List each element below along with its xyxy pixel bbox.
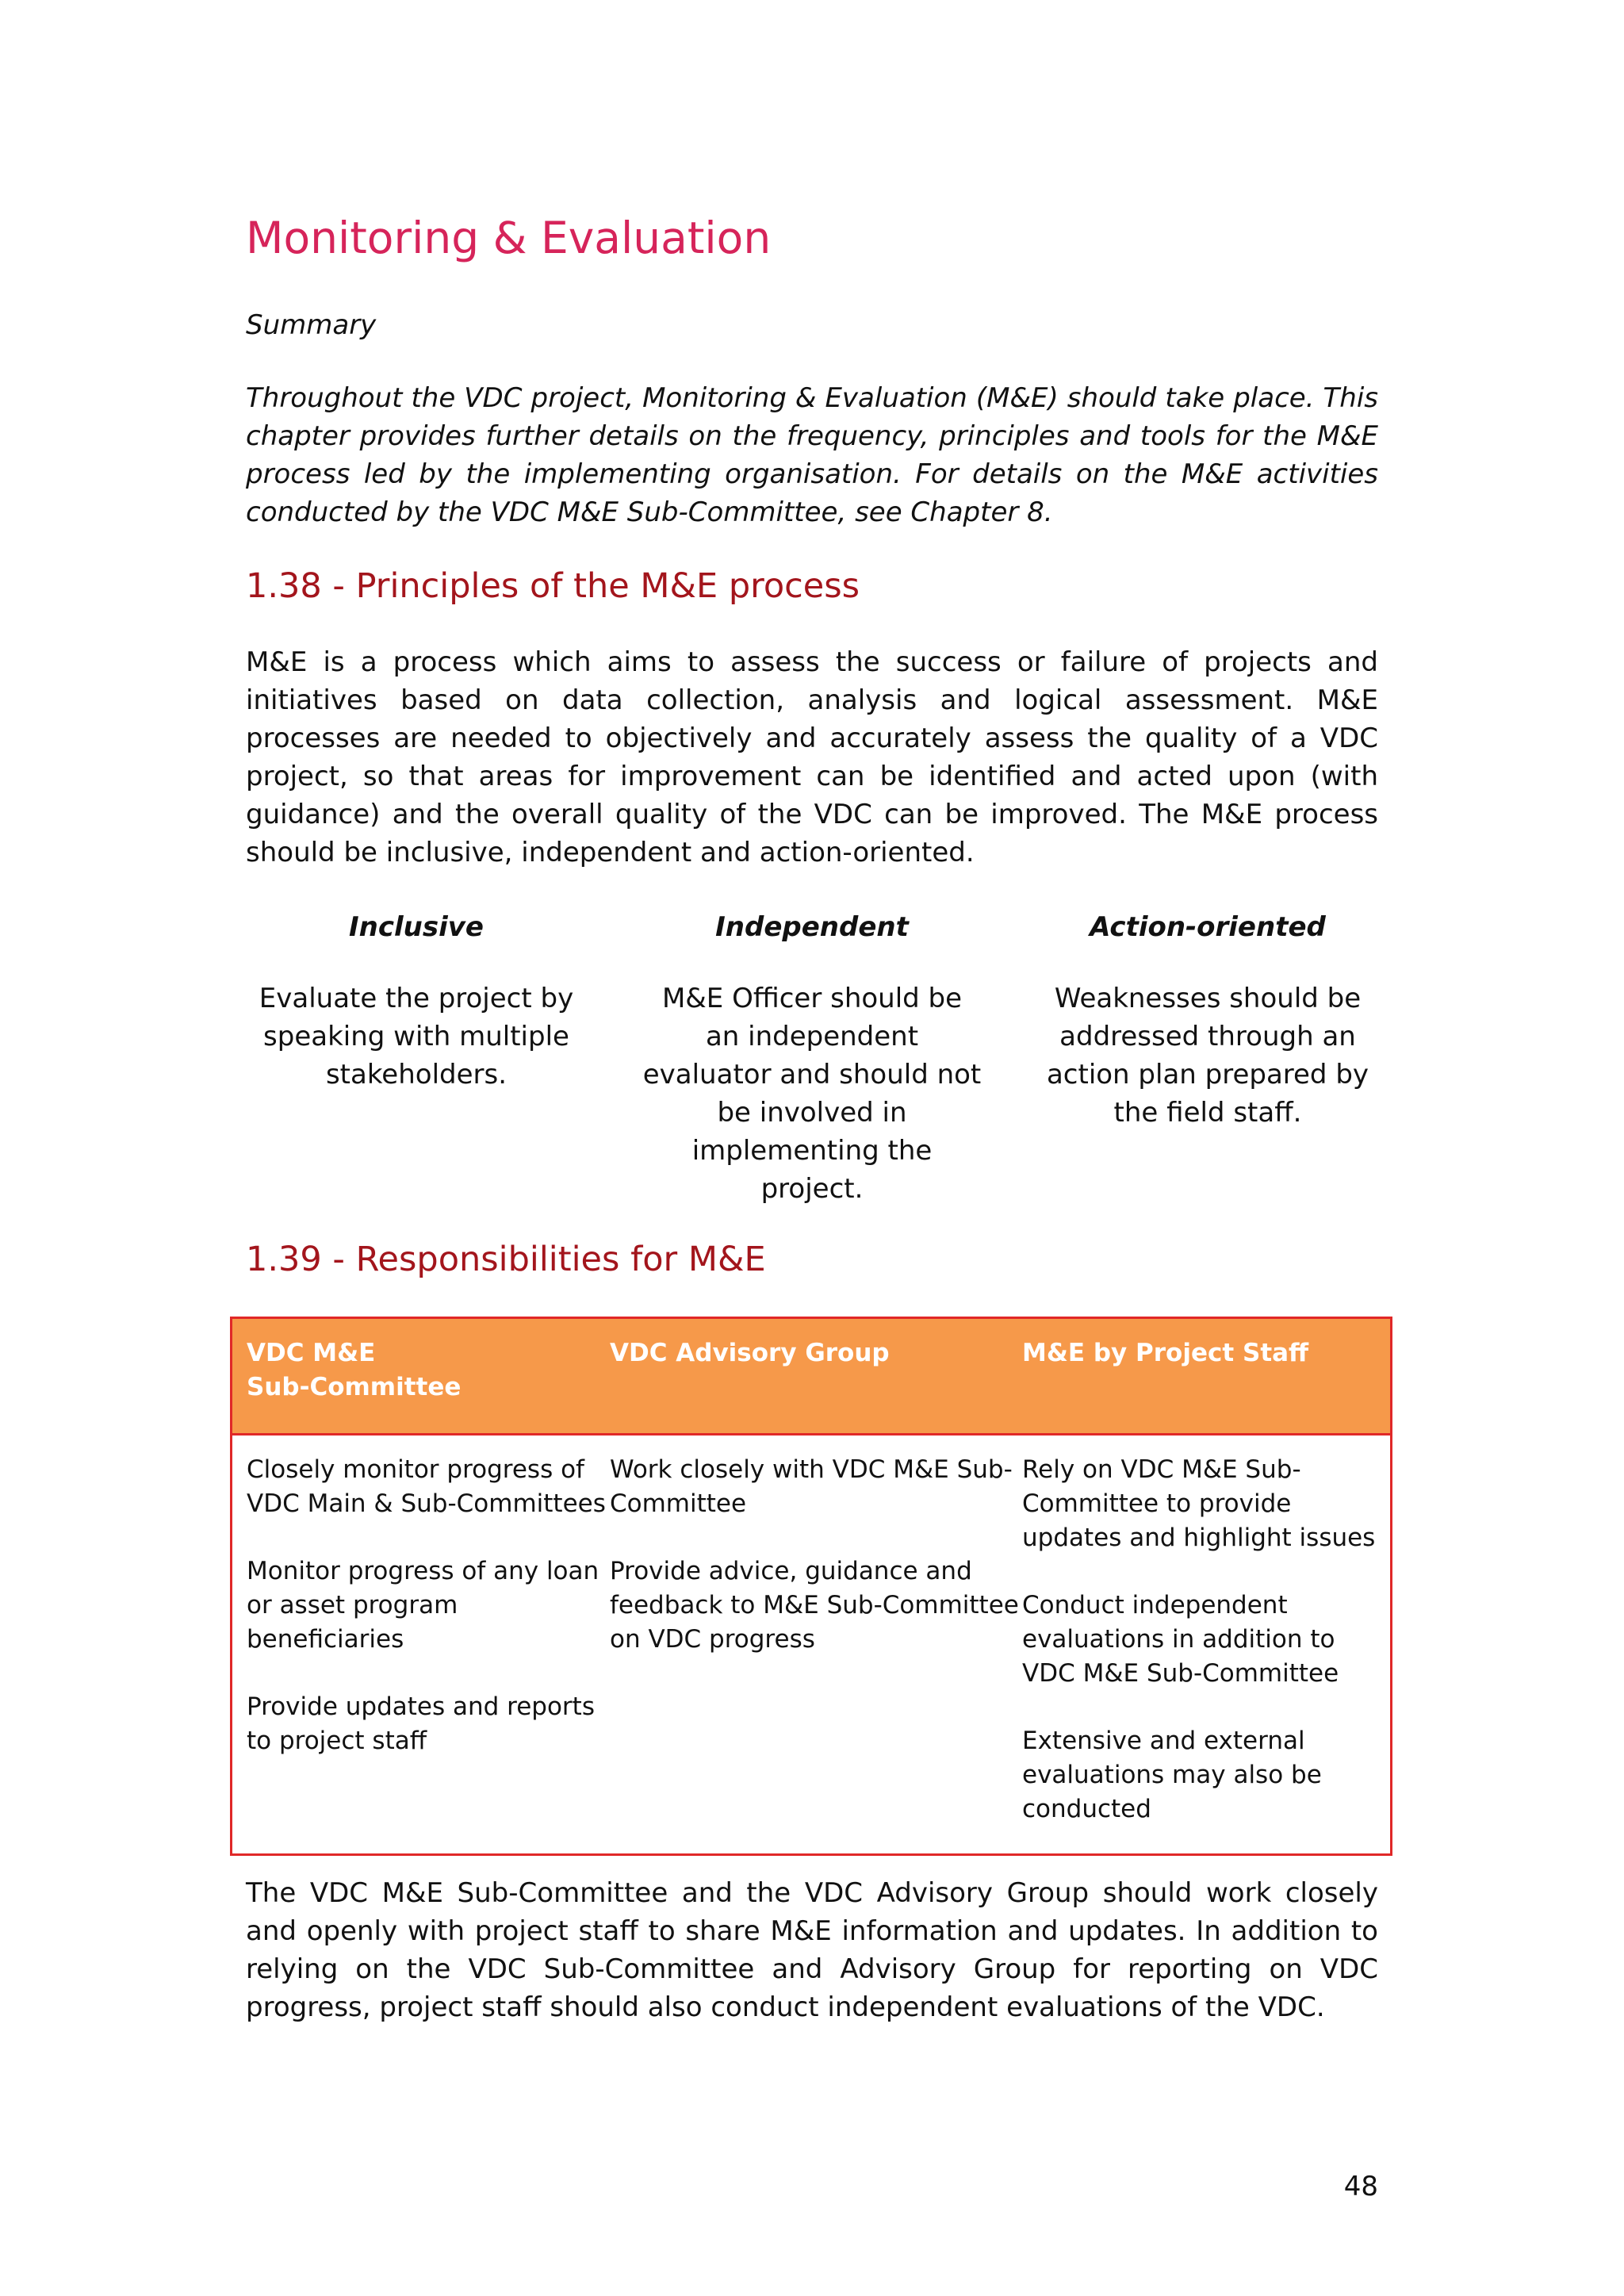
table-cell	[247, 1453, 610, 1826]
header-line: Sub-Committee	[247, 1373, 462, 1401]
list-item: Rely on VDC M&E Sub-Committee to provide updates and highlight issues	[1022, 1455, 1376, 1552]
header-line: VDC M&E	[247, 1339, 376, 1367]
list-item: Provide updates and reports to project staff	[247, 1692, 595, 1755]
responsibilities-table	[230, 1317, 1392, 1856]
table-header-cell	[247, 1319, 610, 1433]
closing-text: The VDC M&E Sub-Committee and the VDC Advisory Group should work closely and openly with project staff to share M&E information and updates. In addition to relying on the VDC Sub-Committee and Advisory Group for reporting on VDC progress, project staff should also conduct independent evaluations of the VDC.	[246, 1877, 1378, 2023]
list-item: Conduct independent evaluations in addition to VDC M&E Sub-Committee	[1022, 1591, 1339, 1688]
principle-action-oriented	[1037, 908, 1378, 1208]
principle-title: Inclusive	[349, 911, 484, 943]
list-item: Work closely with VDC M&E Sub-Committee	[610, 1455, 1013, 1518]
summary-text: Throughout the VDC project, Monitoring & Evaluation (M&E) should take place. This chapter provides further details on the frequency, principles and tools for the M&E process led by the implementing organisation. For details on the M&E activities conducted by the VDC M&E Sub-Committee, see Chapter 8.	[246, 382, 1378, 528]
principle-inclusive	[246, 908, 587, 1208]
principle-title: Independent	[715, 911, 909, 943]
page-number: 48	[1343, 2171, 1378, 2202]
summary-label: Summary	[246, 309, 377, 341]
section-heading-1-38: 1.38 - Principles of the M&E process	[246, 566, 860, 606]
table-cell	[610, 1453, 1022, 1826]
list-item: Closely monitor progress of VDC Main & Sub-Committees	[247, 1455, 606, 1518]
principle-title: Action-oriented	[1090, 911, 1326, 943]
header-line: VDC Advisory Group	[610, 1339, 890, 1367]
table-body-row	[232, 1435, 1390, 1826]
table-header-row	[232, 1319, 1390, 1435]
page-title: Monitoring & Evaluation	[246, 213, 772, 263]
principle-independent	[642, 908, 982, 1208]
list-item: Provide advice, guidance and feedback to M&E Sub-Committee on VDC progress	[610, 1557, 1019, 1654]
table-cell	[1022, 1453, 1387, 1826]
principle-text: Evaluate the project by speaking with multiple stakeholders.	[259, 983, 574, 1091]
principle-text: M&E Officer should be an independent evaluator and should not be involved in implementing the project.	[642, 983, 982, 1205]
section-heading-1-39: 1.39 - Responsibilities for M&E	[246, 1240, 766, 1279]
principles-row	[246, 908, 1378, 1208]
principles-intro-text: M&E is a process which aims to assess the success or failure of projects and initiatives based on data collection, analysis and logical assessment. M&E processes are needed to objectively and accurately assess the quality of a VDC project, so that areas for improvement can be identified and acted upon (with guidance) and the overall quality of the VDC can be improved. The M&E process should be inclusive, independent and action-oriented.	[246, 646, 1378, 868]
principle-text: Weaknesses should be addressed through an action plan prepared by the field staff.	[1046, 983, 1369, 1129]
list-item: Extensive and external evaluations may also be conducted	[1022, 1727, 1322, 1823]
table-header-cell	[610, 1319, 1022, 1433]
table-header-cell	[1022, 1319, 1387, 1433]
header-line: M&E by Project Staff	[1022, 1339, 1309, 1367]
list-item: Monitor progress of any loan or asset program beneficiaries	[247, 1557, 599, 1654]
